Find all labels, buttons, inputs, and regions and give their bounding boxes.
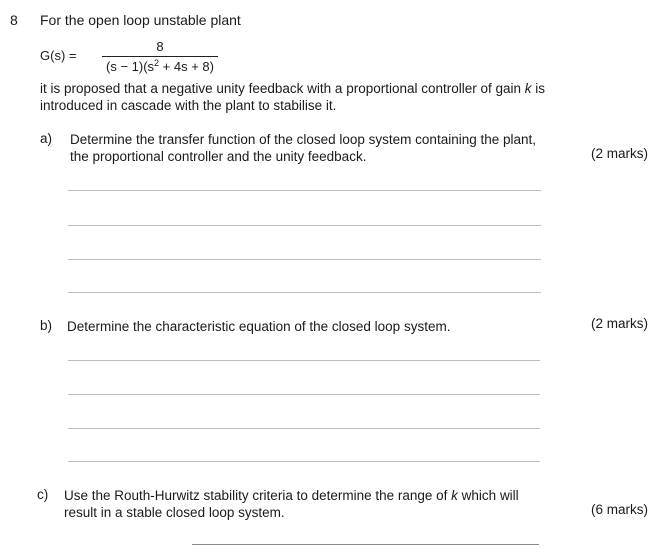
part-b-label: b) — [40, 318, 53, 333]
part-c-gain: k — [451, 488, 458, 503]
answer-line[interactable] — [68, 225, 541, 226]
part-a-text: Determine the transfer function of the closed loop system containing the plant, the proportional controller and the unity feedback. — [70, 132, 537, 164]
answer-line[interactable] — [68, 292, 541, 293]
part-c-text-before: Use the Routh-Hurwitz stability criteria to determine the range of — [64, 488, 452, 503]
answer-line[interactable] — [68, 394, 540, 395]
part-b-text: Determine the characteristic equation of the closed loop system. — [67, 319, 451, 334]
answer-line[interactable] — [192, 544, 539, 545]
question-intro: For the open loop unstable plant — [40, 12, 241, 28]
transfer-function-denominator — [102, 59, 218, 75]
denominator-exponent: 2 — [154, 58, 160, 68]
part-c-marks: (6 marks) — [591, 502, 648, 517]
answer-line[interactable] — [68, 259, 541, 260]
question-paragraph — [40, 80, 560, 114]
question-number: 8 — [10, 12, 18, 28]
part-c-text — [64, 487, 526, 521]
part-b-marks: (2 marks) — [591, 316, 648, 331]
answer-line[interactable] — [68, 190, 541, 191]
denominator-part-2: + 4s + 8) — [159, 59, 214, 74]
fraction-bar — [102, 56, 218, 57]
answer-line[interactable] — [68, 428, 540, 429]
part-a-marks: (2 marks) — [591, 146, 648, 161]
part-c-text-after: which will result in a stable closed loop system. — [64, 488, 519, 520]
paragraph-after: is introduced in cascade with the plant to stabilise it. — [40, 81, 546, 113]
part-c-label: c) — [37, 487, 49, 502]
paragraph-before: it is proposed that a negative unity feedback with a proportional controller of gain — [40, 81, 525, 96]
transfer-function-numerator: 8 — [156, 39, 164, 54]
transfer-function-fraction — [102, 38, 218, 75]
denominator-part-1: (s − 1)(s — [106, 59, 155, 74]
answer-line[interactable] — [68, 461, 540, 462]
answer-line[interactable] — [68, 360, 540, 361]
paragraph-gain: k — [524, 81, 532, 96]
part-a-label: a) — [40, 131, 53, 146]
transfer-function-lhs: G(s) = — [40, 48, 77, 63]
